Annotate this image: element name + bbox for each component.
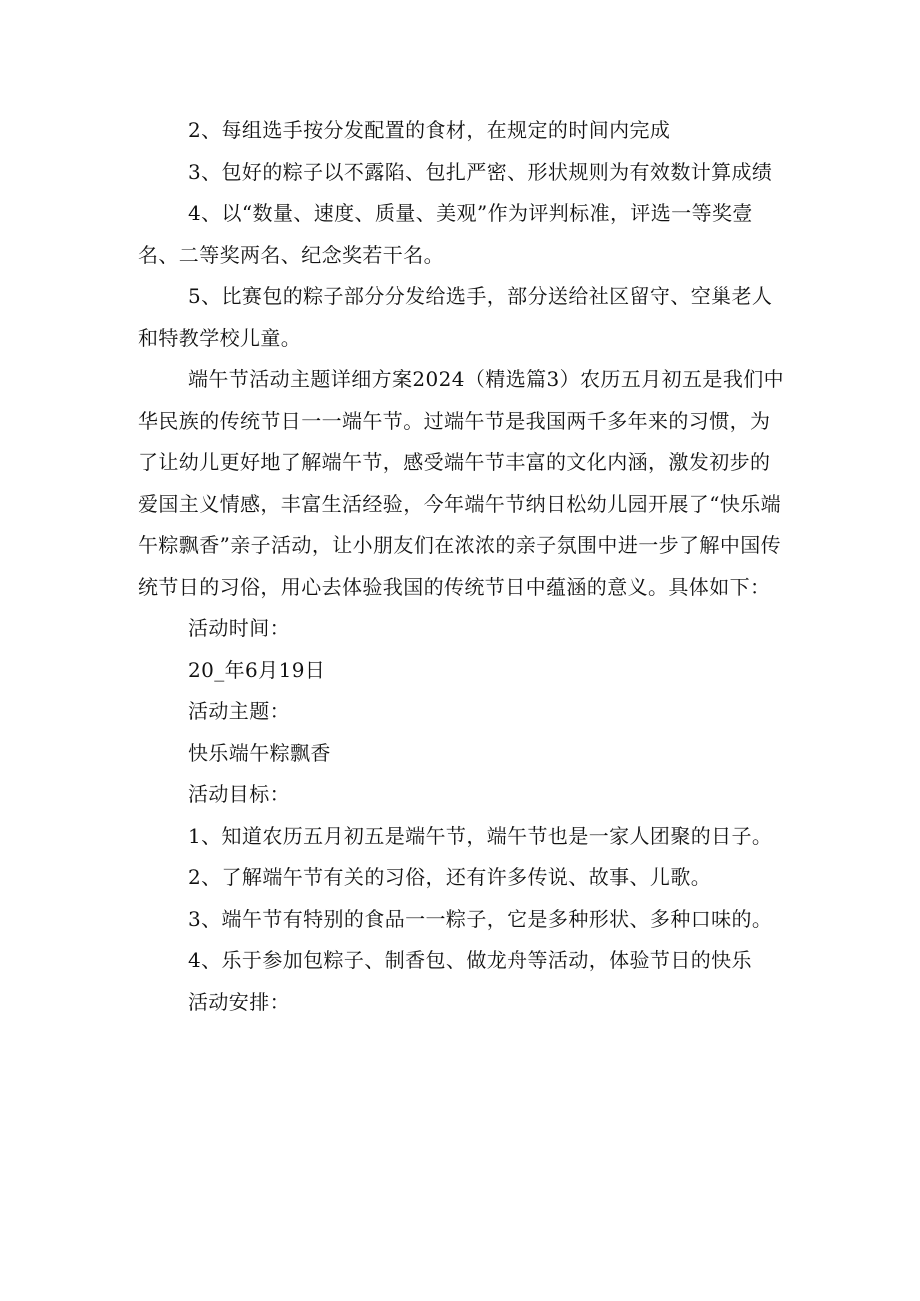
heading-activity-time: 活动时间：	[188, 616, 290, 640]
heading-activity-theme: 活动主题：	[188, 699, 290, 723]
activity-date: 20_年6月19日	[188, 657, 326, 682]
document-body	[138, 110, 788, 1023]
paragraph-rule-3: 3、包好的粽子以不露陷、包扎严密、形状规则为有效数计算成绩	[188, 159, 773, 184]
paragraph-plan-intro: 端午节活动主题详细方案2024（精选篇3）农历五月初五是我们中华民族的传统节日一一端午节。过端午节是我国两千多年来的习惯，为了让幼儿更好地了解端午节，感受端午节丰富的文化内涵，激发初步的爱国主义情感，丰富生活经验，今年端午节纳日松幼儿园开展了“快乐端午粽飘香”亲子活动，让小朋友们在浓浓的亲子氛围中进一步了解中国传统节日的习俗，用心去体验我国的传统节日中蕴涵的意义。具体如下：	[138, 367, 785, 599]
paragraph-rule-2: 2、每组选手按分发配置的食材，在规定的时间内完成	[188, 118, 671, 142]
heading-activity-goals: 活动目标：	[188, 782, 290, 806]
activity-theme: 快乐端午粽飘香	[188, 740, 331, 765]
goal-item-3: 3、端午节有特别的食品一一粽子，它是多种形状、多种口味的。	[188, 906, 773, 931]
goal-item-1: 1、知道农历五月初五是端午节，端午节也是一家人团聚的日子。	[188, 823, 773, 848]
goal-item-4: 4、乐于参加包粽子、制香包、做龙舟等活动，体验节日的快乐	[188, 948, 752, 972]
heading-activity-schedule: 活动安排：	[188, 989, 290, 1014]
paragraph-rule-4: 4、以“数量、速度、质量、美观”作为评判标准，评选一等奖壹名、二等奖两名、纪念奖若干名。	[138, 201, 753, 267]
goal-item-2: 2、了解端午节有关的习俗，还有许多传说、故事、儿歌。	[188, 865, 712, 889]
paragraph-rule-5: 5、比赛包的粽子部分分发给选手，部分送给社区留守、空巢老人和特教学校儿童。	[138, 284, 773, 350]
